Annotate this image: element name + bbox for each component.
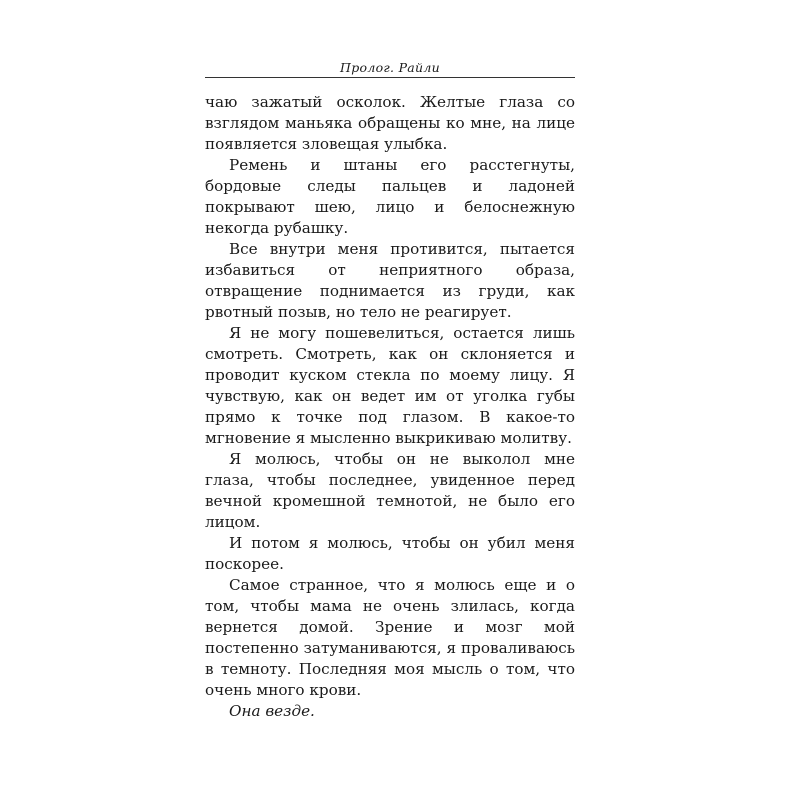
paragraph: Я не могу пошевелиться, остается лишь смотреть. Смотреть, как он склоняется и проводит куском стекла по моему лицу. Я чувствую, как он ведет им от уголка губы прямо к точке под глазом. В какое-то мгновение я мысленно выкрикиваю молитву.	[205, 324, 575, 447]
paragraph: Самое странное, что я молюсь еще и о том, чтобы мама не очень злилась, когда вернется домой. Зрение и мозг мой постепенно затуманиваются, я проваливаюсь в темноту. Последняя моя мысль о том, что очень много крови.	[205, 576, 575, 699]
paragraph: Я молюсь, чтобы он не выколол мне глаза, чтобы последнее, увиденное перед вечной кромешной темнотой, не было его лицом.	[205, 450, 575, 531]
paragraph-italic: Она везде.	[229, 702, 315, 720]
paragraph: Ремень и штаны его расстегнуты, бордовые следы пальцев и ладоней покрывают шею, лицо и белоснежную некогда рубашку.	[205, 156, 575, 237]
paragraph: Все внутри меня противится, пытается избавиться от неприятного образа, отвращение поднимается из груди, как рвотный позыв, но тело не реагирует.	[205, 240, 575, 321]
paragraph: И потом я молюсь, чтобы он убил меня поскорее.	[205, 534, 575, 573]
paragraph: чаю зажатый осколок. Желтые глаза со взглядом маньяка обращены ко мне, на лице появляется зловещая улыбка.	[205, 93, 575, 153]
header-rule	[205, 77, 575, 78]
running-head-title: Пролог. Райли	[340, 60, 440, 75]
body-text	[205, 92, 575, 722]
